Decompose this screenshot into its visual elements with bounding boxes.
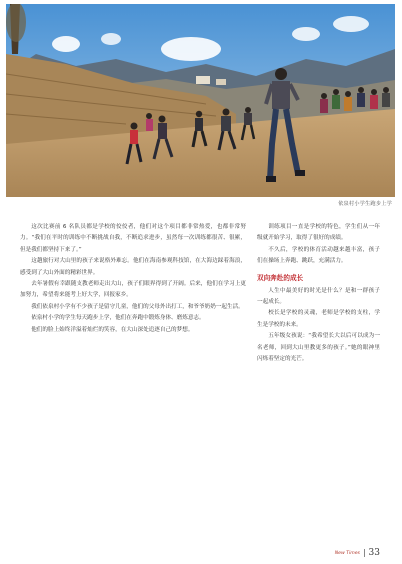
paragraph: 他们的脸上始终洋溢着灿烂的笑容，在大山深处追逐自己的梦想。 [31,326,194,333]
footer-divider [364,549,365,557]
paragraph: 人生中最美好的时光是什么？是和一群孩子一起成长。 [257,287,380,306]
paragraph: 不久后，学校的体育活动越来越丰富，孩子们在操场上奔跑、跳跃，充满活力。 [257,246,380,265]
article-left-column [20,222,246,336]
paragraph: 去年暑假有幸跟随支教老师走出大山，孩子们眼界得到了开阔。后来，他们在学习上更加努力，希望将来能考上好大学，回报家乡。 [20,281,246,299]
children-running-photo [6,4,395,197]
paragraph: 这趟旅行对大山里的孩子来说格外难忘。他们在海南参观科技馆，在大海边踩着海浪，感受到了大山外面的精彩世界。 [20,258,246,276]
page-number: 33 [368,548,380,558]
article-right-column [257,222,380,365]
photo-caption: 依泉村小学生跑步上学 [338,201,392,207]
page-footer [335,548,380,558]
paragraph: 我们依泉村小学有不少孩子是留守儿童，他们的父母外出打工，和爷爷奶奶一起生活。 [31,303,244,310]
section-heading: 双向奔赴的成长 [257,273,304,282]
paragraph: 这次比赛前 6 名队员都是学校的佼佼者，他们对这个项目都非常热爱，也都非常努力。“我们在平时的训练中不断挑战自我，不断追求进步，虽然每一次训练都很苦、很累，但是我们都坚持下来了。” [20,224,246,253]
paragraph: 校长是学校的灵魂，老师是学校的支柱，学生是学校的未来。 [257,310,380,328]
paragraph: 五年级女孩说：“我希望长大以后可以成为一名老师，回到大山里教更多的孩子。”她的眼神里闪烁着坚定的光芒。 [257,333,380,363]
paragraph: 依泉村小学的学生每天跑步上学，他们在奔跑中锻炼身体、磨炼意志。 [31,315,205,322]
magazine-brand: New Times [334,550,360,556]
article-photo [6,4,395,197]
paragraph: 训练项目一直是学校的特色，学生们从一年级就开始学习，取得了很好的成绩。 [257,224,380,242]
